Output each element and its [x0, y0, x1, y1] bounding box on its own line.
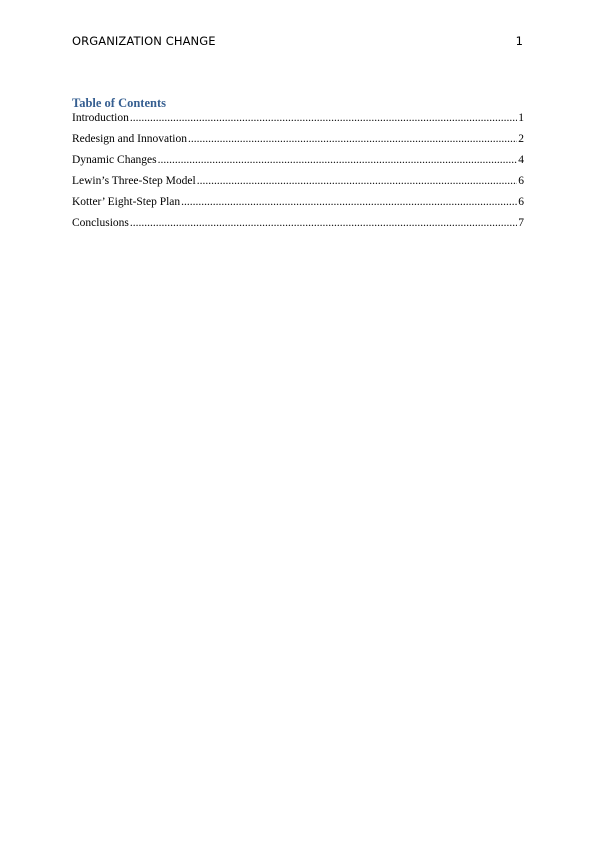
- toc-list: [72, 111, 524, 237]
- toc-entry-page: 6: [518, 196, 524, 208]
- toc-entry-dynamic-changes[interactable]: [72, 153, 524, 174]
- toc-entry-label: Kotter’ Eight-Step Plan: [72, 196, 181, 208]
- toc-entry-page: 4: [518, 154, 524, 166]
- table-of-contents: [72, 96, 524, 237]
- toc-entry-page: 2: [518, 133, 524, 145]
- toc-entry-lewins-three-step-model[interactable]: [72, 174, 524, 195]
- toc-title: Table of Contents: [72, 96, 166, 110]
- toc-entry-introduction[interactable]: [72, 111, 524, 132]
- toc-entry-page: 7: [518, 217, 524, 229]
- toc-dot-leader: [158, 153, 518, 168]
- toc-dot-leader: [197, 174, 518, 189]
- toc-entry-label: Dynamic Changes: [72, 154, 157, 166]
- toc-entry-redesign-and-innovation[interactable]: [72, 132, 524, 153]
- toc-entry-label: Introduction: [72, 112, 129, 124]
- running-head: ORGANIZATION CHANGE: [72, 34, 216, 48]
- toc-entry-kotter-eight-step-plan[interactable]: [72, 195, 524, 216]
- toc-dot-leader: [188, 132, 517, 147]
- toc-dot-leader: [130, 111, 517, 126]
- toc-entry-conclusions[interactable]: [72, 216, 524, 237]
- page-number: 1: [515, 34, 523, 48]
- toc-entry-label: Conclusions: [72, 217, 129, 229]
- toc-entry-page: 1: [518, 112, 524, 124]
- toc-dot-leader: [181, 195, 517, 210]
- toc-entry-label: Lewin’s Three-Step Model: [72, 175, 196, 187]
- toc-entry-page: 6: [518, 175, 524, 187]
- toc-entry-label: Redesign and Innovation: [72, 133, 187, 145]
- toc-dot-leader: [130, 216, 517, 231]
